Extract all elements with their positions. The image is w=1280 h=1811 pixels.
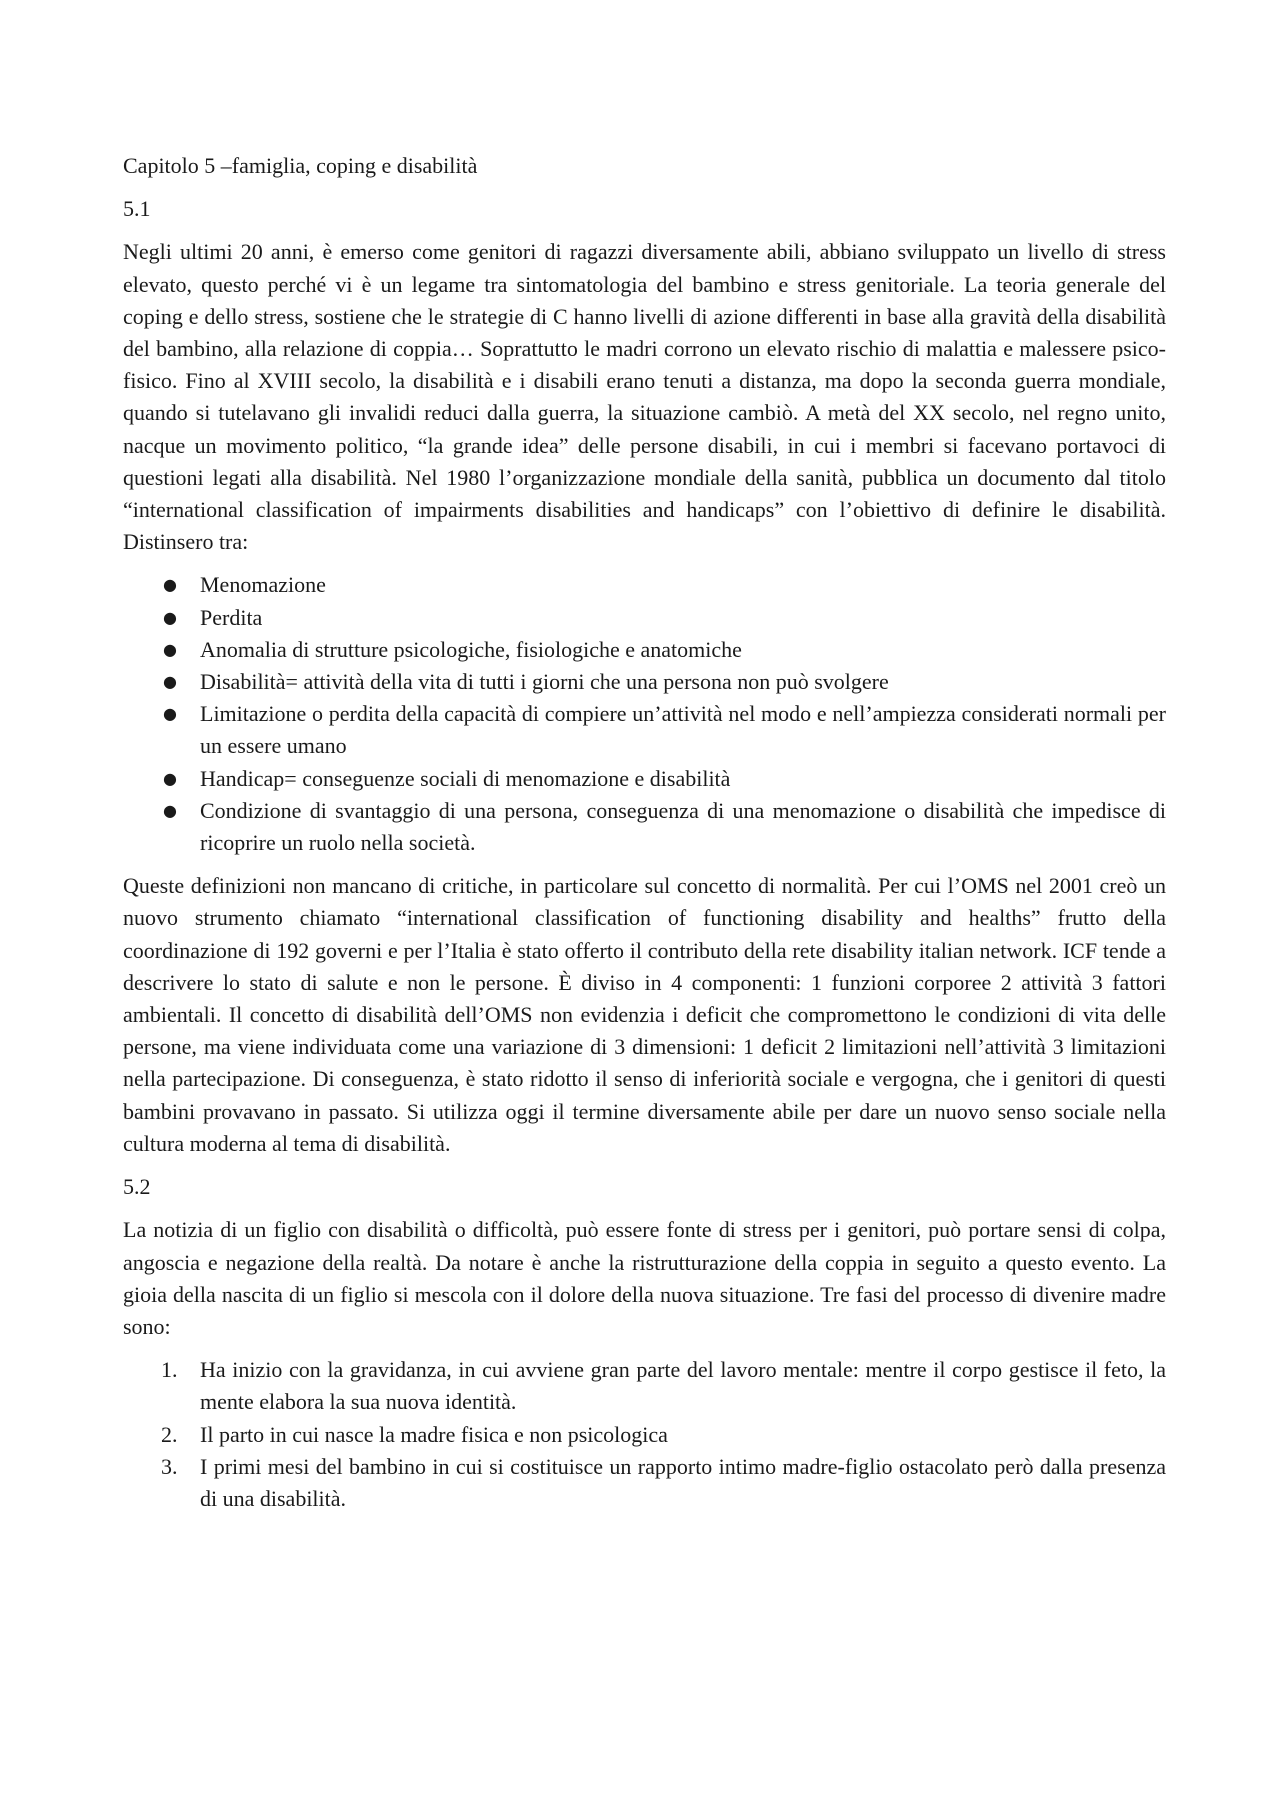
bullet-icon: ●: [163, 639, 177, 659]
section-5-1-paragraph-1: Negli ultimi 20 anni, è emerso come genitori di ragazzi diversamente abili, abbiano sviluppato un livello di stress elevato, questo perché vi è un legame tra sintomatologia del bambino e stress genitoriale. La teoria generale del coping e dello stress, sostiene che le strategie di C hanno livelli di azione differenti in base alla gravità della disabilità del bambino, alla relazione di coppia… Soprattutto le madri corrono un elevato rischio di malattia e malessere psico-fisico. Fino al XVIII secolo, la disabilità e i disabili erano tenuti a distanza, ma dopo la seconda guerra mondiale, quando si tutelavano gli invalidi reduci dalla guerra, la situazione cambiò. A metà del XX secolo, nel regno unito, nacque un movimento politico, “la grande idea” delle persone disabili, in cui i membri si facevano portavoci di questioni legati alla disabilità. Nel 1980 l’organizzazione mondiale della sanità, pubblica un documento dal titolo “international classification of impairments disabilities and handicaps” con l’obiettivo di definire le disabilità. Distinsero tra:: [123, 239, 1166, 555]
list-item: 2. Il parto in cui nasce la madre fisica e non psicologica: [123, 1419, 1166, 1451]
bullet-icon: ●: [163, 672, 177, 692]
document-page: [123, 150, 1166, 1515]
section-heading-5-1: 5.1: [123, 196, 151, 222]
bullet-icon: ●: [163, 768, 177, 788]
list-number: 2.: [161, 1421, 178, 1447]
bullet-icon: ●: [163, 575, 177, 595]
list-item: ● Handicap= conseguenze sociali di menomazione e disabilità: [123, 763, 1166, 795]
section-5-2-paragraph-1: La notizia di un figlio con disabilità o difficoltà, può essere fonte di stress per i genitori, può portare sensi di colpa, angoscia e negazione della realtà. Da notare è anche la ristrutturazione della coppia in seguito a questo evento. La gioia della nascita di un figlio si mescola con il dolore della nuova situazione. Tre fasi del processo di divenire madre sono:: [123, 1217, 1166, 1339]
definitions-bullet-list: [123, 569, 1166, 859]
bullet-icon: ●: [163, 704, 177, 724]
list-number: 1.: [161, 1357, 178, 1383]
list-item: ● Limitazione o perdita della capacità di compiere un’attività nel modo e nell’ampiezza considerati normali per un essere umano: [123, 698, 1166, 762]
motherhood-phases-list: [123, 1354, 1166, 1515]
list-item: ● Condizione di svantaggio di una persona, conseguenza di una menomazione o disabilità che impedisce di ricoprire un ruolo nella società.: [123, 795, 1166, 859]
list-item: ● Anomalia di strutture psicologiche, fisiologiche e anatomiche: [123, 634, 1166, 666]
list-item: ● Menomazione: [123, 569, 1166, 601]
bullet-icon: ●: [163, 800, 177, 820]
list-item: ● Disabilità= attività della vita di tutti i giorni che una persona non può svolgere: [123, 666, 1166, 698]
section-5-1-paragraph-2: Queste definizioni non mancano di critiche, in particolare sul concetto di normalità. Per cui l’OMS nel 2001 creò un nuovo strumento chiamato “international classification of functioning disability and healths” frutto della coordinazione di 192 governi e per l’Italia è stato offerto il contributo della rete disability italian network. ICF tende a descrivere lo stato di salute e non le persone. È diviso in 4 componenti: 1 funzioni corporee 2 attività 3 fattori ambientali. Il concetto di disabilità dell’OMS non evidenzia i deficit che compromettono le condizioni di vita delle persone, ma viene individuata come una variazione di 3 dimensioni: 1 deficit 2 limitazioni nell’attività 3 limitazioni nella partecipazione. Di conseguenza, è stato ridotto il senso di inferiorità sociale e vergogna, che i genitori di questi bambini provavano in passato. Si utilizza oggi il termine diversamente abile per dare un nuovo senso sociale nella cultura moderna al tema di disabilità.: [123, 873, 1166, 1156]
section-heading-5-2: 5.2: [123, 1174, 151, 1200]
list-item: 3. I primi mesi del bambino in cui si costituisce un rapporto intimo madre-figlio ostacolato però dalla presenza di una disabilità.: [123, 1451, 1166, 1515]
chapter-title: Capitolo 5 –famiglia, coping e disabilità: [123, 153, 478, 178]
list-item: 1. Ha inizio con la gravidanza, in cui avviene gran parte del lavoro mentale: mentre il corpo gestisce il feto, la mente elabora la sua nuova identità.: [123, 1354, 1166, 1418]
list-number: 3.: [161, 1453, 178, 1479]
list-item: ● Perdita: [123, 602, 1166, 634]
bullet-icon: ●: [163, 607, 177, 627]
